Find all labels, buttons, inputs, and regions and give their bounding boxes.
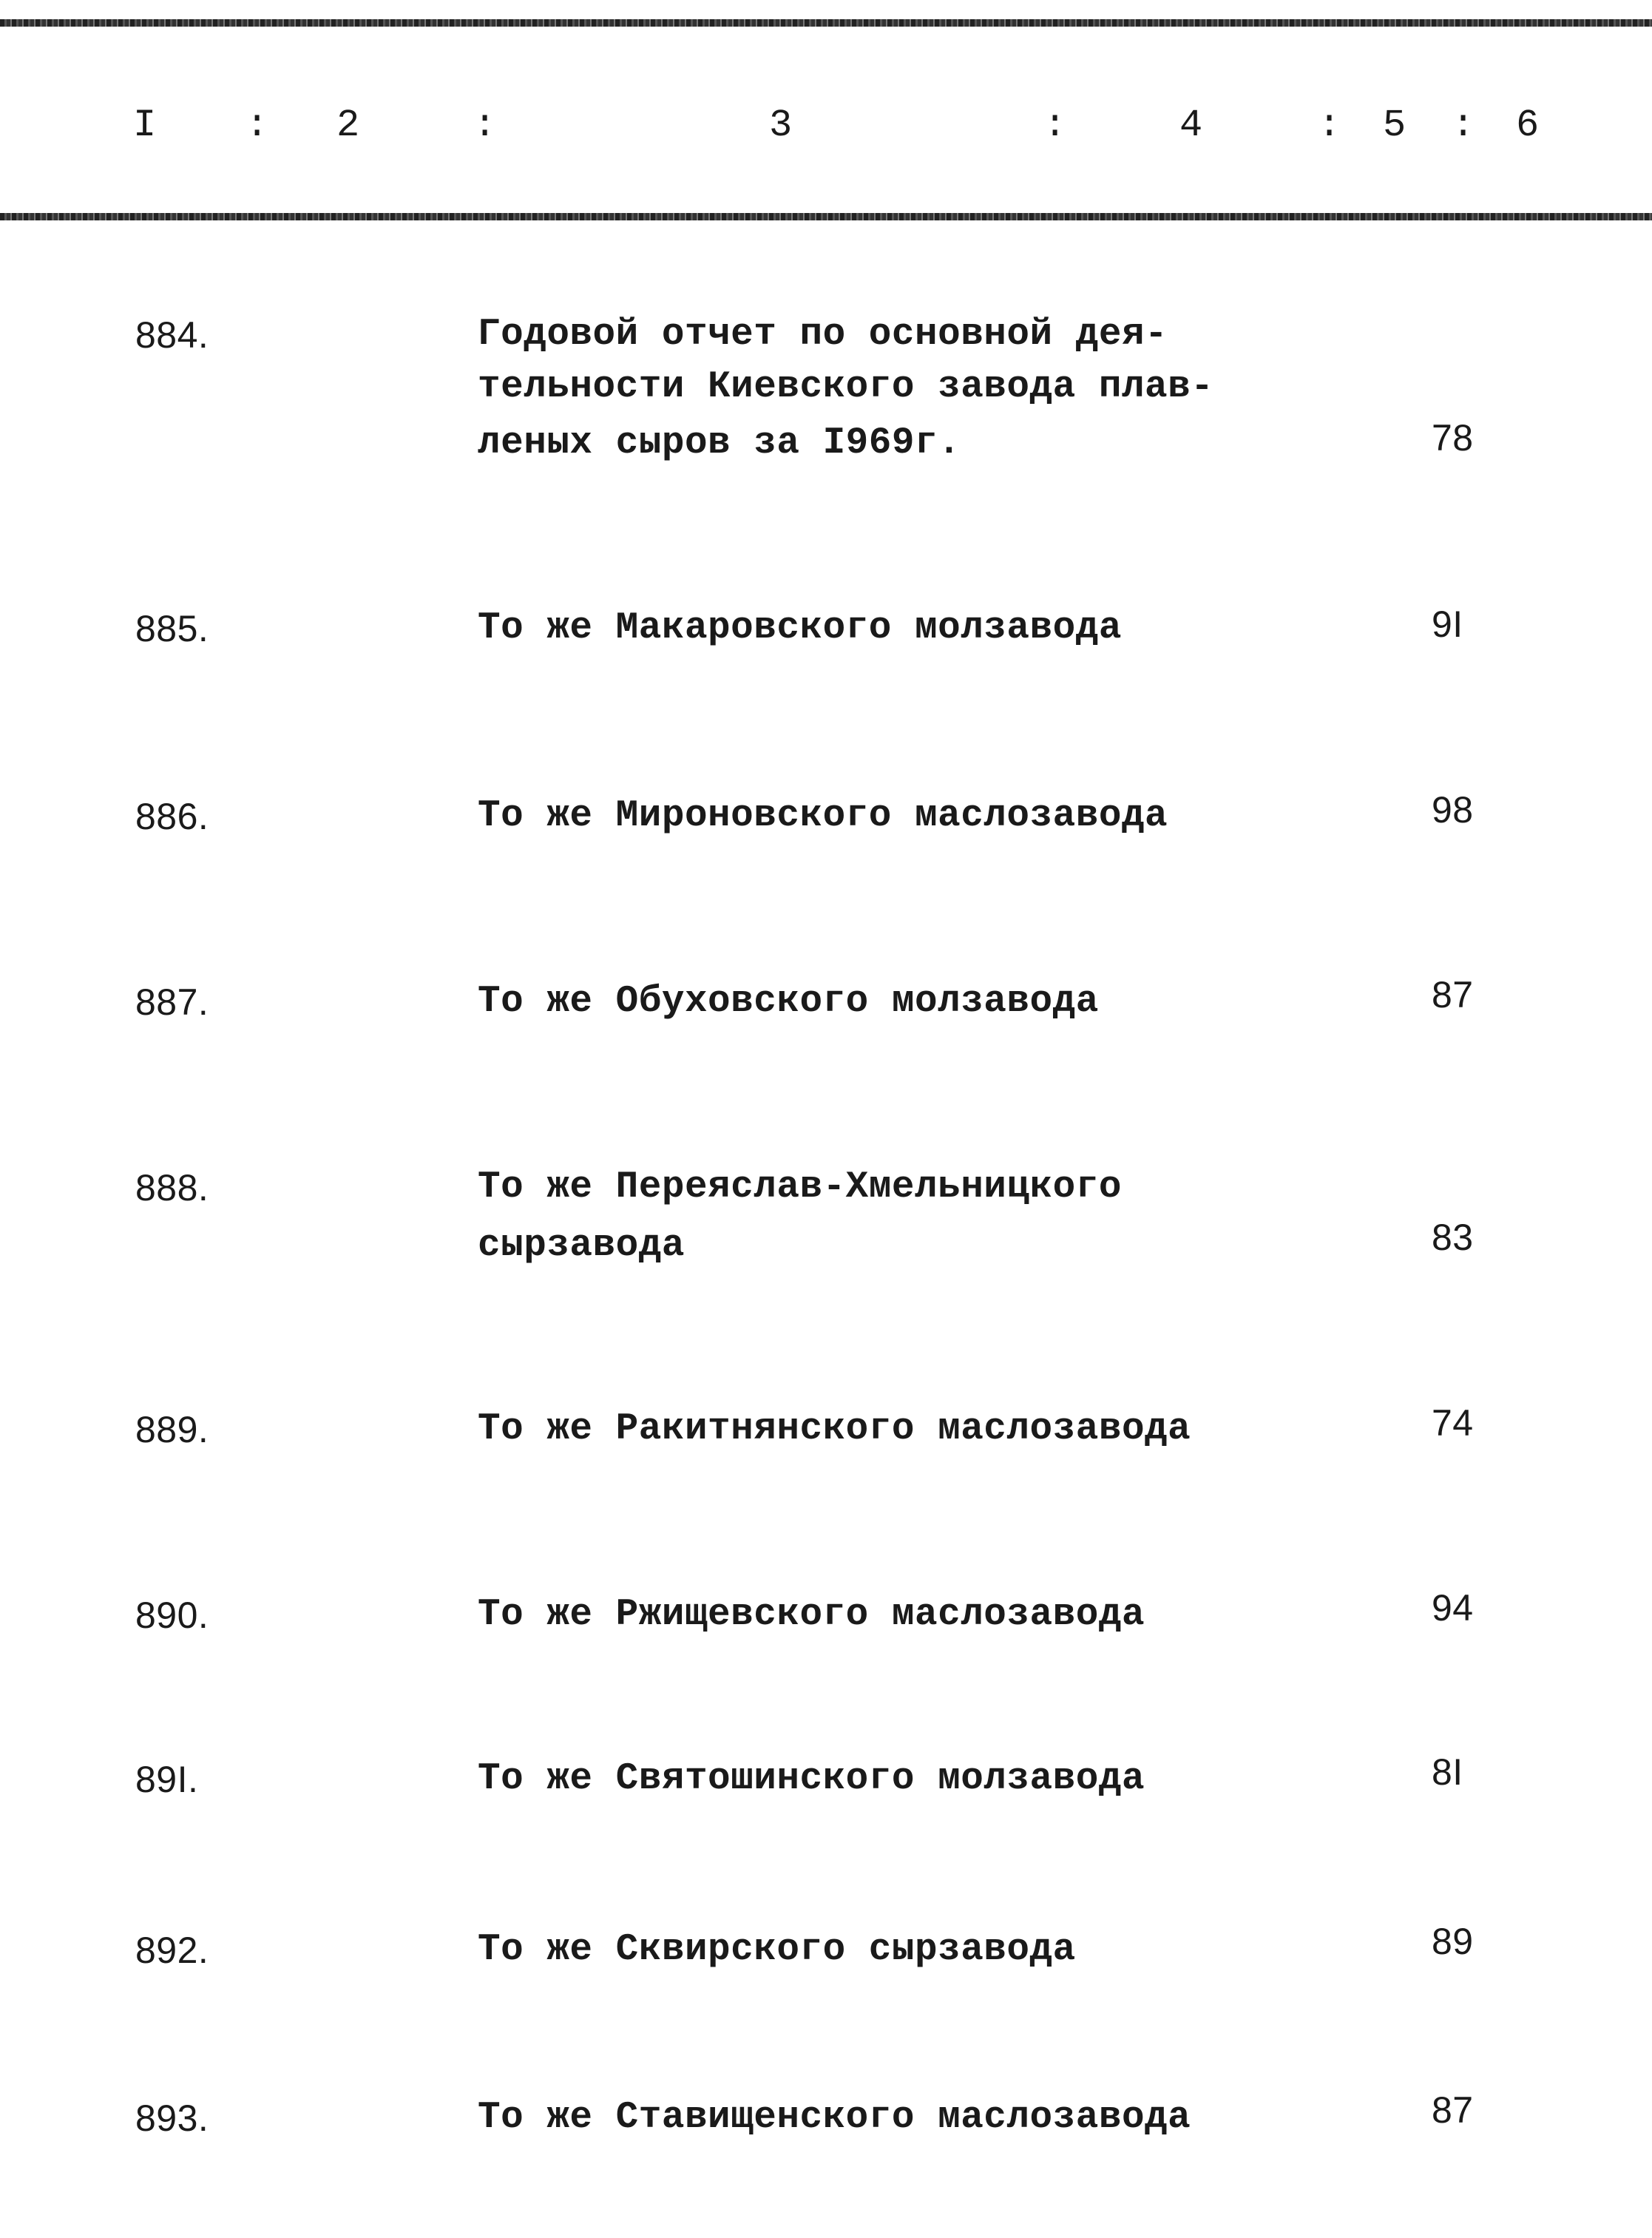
entry-title-line: То же Ставищенского маслозавода	[478, 2097, 1191, 2139]
column-1-header: I	[133, 104, 157, 147]
entry-number: 890.	[135, 1595, 209, 1636]
entry-title-line: То же Сквирского сырзавода	[478, 1929, 1076, 1971]
entry-number: 886.	[135, 796, 209, 837]
entry-number: 892.	[135, 1930, 209, 1971]
entry-title-line: То же Ржищевского маслозавода	[478, 1594, 1145, 1636]
entry-title-line: То же Макаровского молзавода	[478, 607, 1122, 649]
entry-number: 884.	[135, 314, 209, 356]
entry-title-line: То же Переяслав-Хмельницкого	[478, 1166, 1122, 1208]
entry-sheet-count: 87	[1432, 974, 1474, 1015]
entry-number: 888.	[135, 1167, 209, 1208]
entry-number: 887.	[135, 981, 209, 1023]
entry-number: 89I.	[135, 1759, 199, 1800]
column-separator: :	[1043, 104, 1067, 147]
column-2-header: 2	[336, 104, 360, 147]
entry-sheet-count: 87	[1432, 2089, 1474, 2131]
entry-title-line: сырзавода	[478, 1225, 685, 1267]
column-separator: :	[246, 104, 269, 147]
column-separator: :	[1318, 104, 1341, 147]
entry-sheet-count: 83	[1432, 1217, 1474, 1258]
entry-sheet-count: 8I	[1432, 1751, 1463, 1793]
entry-sheet-count: 98	[1432, 789, 1474, 831]
entry-title-line: То же Ракитнянского маслозавода	[478, 1408, 1191, 1450]
entry-title-line: тельности Киевского завода плав-	[478, 366, 1214, 408]
column-6-header: 6	[1516, 104, 1540, 147]
entry-title-line: То же Мироновского маслозавода	[478, 795, 1168, 837]
entry-title-line: Годовой отчет по основной дея-	[478, 314, 1168, 356]
header-bottom-rule	[0, 213, 1652, 220]
entry-title-line: То же Святошинского молзавода	[478, 1758, 1145, 1800]
entry-title-line: То же Обуховского молзавода	[478, 981, 1099, 1023]
column-separator: :	[1452, 104, 1475, 147]
entry-number: 893.	[135, 2097, 209, 2139]
entry-number: 889.	[135, 1409, 209, 1450]
entry-sheet-count: 94	[1432, 1587, 1474, 1629]
entry-title-line: леных сыров за I969г.	[478, 422, 961, 464]
column-4-header: 4	[1179, 104, 1203, 147]
column-separator: :	[473, 104, 497, 147]
column-5-header: 5	[1383, 104, 1406, 147]
entry-sheet-count: 78	[1432, 417, 1474, 459]
column-3-header: 3	[769, 104, 793, 147]
entry-sheet-count: 74	[1432, 1402, 1474, 1444]
entry-number: 885.	[135, 608, 209, 649]
entry-sheet-count: 9I	[1432, 604, 1463, 645]
header-top-rule	[0, 19, 1652, 27]
entry-sheet-count: 89	[1432, 1921, 1474, 1962]
